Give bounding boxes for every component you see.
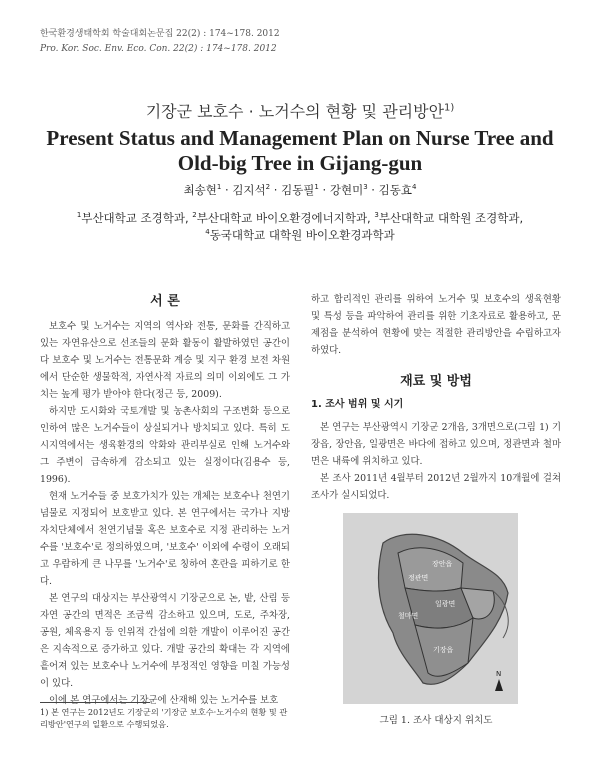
map-label-jangan: 장안읍 — [432, 560, 453, 568]
author-name: 강현미 — [329, 183, 364, 197]
title-english — [0, 126, 600, 176]
journal-header-en: Pro. Kor. Soc. Env. Eco. Con. 22(2) : 174~178. 2012 — [40, 44, 277, 54]
affiliation-sup: 2 — [192, 211, 197, 219]
introduction-body — [40, 318, 290, 709]
author-sup: 3 — [363, 183, 368, 192]
paragraph: 하고 합리적인 관리를 위하여 노거수 및 보호수의 생육현황 및 특성 등을 파악하여 관리를 위한 기초자료로 활용하고, 문제점을 분석하여 현황에 맞는 적절한 관리방안을 수립하고자 하였다. — [311, 294, 561, 356]
svg-text:N: N — [496, 670, 502, 678]
affiliation: 부산대학교 바이오환경에너지학과, — [196, 210, 375, 225]
affiliation: 부산대학교 대학원 조경학과, — [378, 210, 524, 225]
map-label-jeonggwan: 정관면 — [408, 574, 429, 582]
paragraph: 현재 노거수들 중 보호가치가 있는 개체는 보호수나 천연기념물로 지정되어 보호받고 있다. 본 연구에서는 국가나 지방자치단체에서 천연기념물 혹은 보호수로 지정 관리하는 노거수를 '보호수'로 정의하였으며, '보호수' 이외에 수령이 오래되고 우람하게 큰 나무를 '노거수'로 칭하여 혼란을 피하기로 한다. — [40, 491, 290, 587]
affiliation-sup: 3 — [374, 211, 379, 219]
methods-body — [311, 419, 561, 504]
title-footnote-marker: 1) — [444, 102, 455, 114]
title-korean-text: 기장군 보호수 · 노거수의 현황 및 관리방안 — [145, 102, 445, 121]
affiliations — [40, 208, 560, 242]
affiliation-sup: 4 — [205, 227, 210, 236]
author-name: 최송현 — [183, 183, 217, 197]
map-label-gijang: 기장읍 — [433, 646, 454, 654]
section-heading-introduction: 서 론 — [150, 294, 180, 309]
section-heading-methods: 재료 및 방법 — [400, 374, 472, 389]
study-area-map-graphic — [343, 513, 518, 704]
journal-header-ko: 한국환경생태학회 학술대회논문집 22(2) : 174~178. 2012 — [40, 29, 280, 39]
title-korean — [0, 99, 600, 122]
map-label-cheolma: 철마면 — [398, 612, 419, 620]
paragraph: 본 연구는 부산광역시 기장군 2개읍, 3개면으로(그림 1) 기장읍, 장안읍, 일광면은 바다에 접하고 있으며, 정관면과 철마면은 내륙에 위치하고 있다. — [311, 422, 561, 467]
title-english-line-2: Old-big Tree in Gijang-gun — [177, 151, 423, 175]
author-sup: 1 — [314, 183, 319, 192]
author-list: 최송현$^1$ · 김지석$^2$ · 김동필$^1$ · 강현미$^3$ · 김동효$^4$ — [183, 183, 417, 197]
author-name: 김동효 — [378, 183, 412, 197]
figure-caption: 그림 1. 조사 대상지 위치도 — [379, 715, 493, 726]
author-sup: 4 — [411, 183, 417, 192]
paragraph: 본 조사 2011년 4월부터 2012년 2월까지 10개월에 걸쳐 조사가 실시되었다. — [311, 473, 561, 501]
map-label-ilgwang: 일광면 — [435, 600, 456, 608]
journal-header — [40, 27, 280, 57]
author-sup: 1 — [216, 183, 222, 192]
paragraph: 이에 본 연구에서는 기장군에 산재해 있는 노거수를 보호 — [49, 695, 279, 706]
paragraph: 보호수 및 노거수는 지역의 역사와 전통, 문화를 간직하고 있는 자연유산으로 선조들의 문화 활동이 활발하였던 공간이다 보호수 및 노거수는 전통문화 계승 및 지구 환경 보전 차원에서 단순한 생물학적, 자연사적 자료의 의미 이외에도 그 가치는 높게 평가 받아야 한다(정근 등, 2009). — [40, 321, 290, 400]
paragraph: 하지만 도시화와 국토개발 및 농촌사회의 구조변화 등으로 인하여 많은 노거수들이 상실되거나 방치되고 있다. 특히 도시지역에서는 생육환경의 악화와 관리부실로 인해 노거수와 그 주변이 급속하게 감소되고 있는 실정이다(김용수 등, 1996). — [40, 406, 290, 485]
footnote: 1) 본 연구는 2012년도 기장군의 '기장군 보호수·노거수의 현황 및 관리방안'연구의 일환으로 수행되었음. — [40, 707, 288, 729]
affiliation: 부산대학교 조경학과, — [81, 210, 193, 225]
author-sup: 2 — [265, 183, 271, 192]
affiliation-sup: 1 — [76, 211, 82, 219]
introduction-continued — [311, 291, 561, 359]
subsection-heading: 1. 조사 범위 및 시기 — [311, 399, 404, 410]
footnote-divider — [40, 702, 150, 703]
author-name: 김지석 — [232, 183, 266, 197]
study-area-map — [343, 513, 518, 704]
affiliation: 동국대학교 대학원 바이오환경과학과 — [209, 227, 395, 242]
author-name: 김동필 — [281, 183, 315, 197]
title-english-line-1: Present Status and Management Plan on Nurse Tree and — [46, 126, 554, 150]
paragraph: 본 연구의 대상지는 부산광역시 기장군으로 논, 밭, 산림 등 자연 공간의 면적은 조금씩 감소하고 있으며, 도로, 주차장, 공원, 체육용지 등 인위적 간섭에 의한 개발이 이루어진 공간은 지속적으로 증가하고 있다. 개발 공간의 확대는 각 지역에 흩어져 있는 보호수나 노거수에 부정적인 영향을 미칠 가능성이 있다. — [40, 593, 290, 689]
